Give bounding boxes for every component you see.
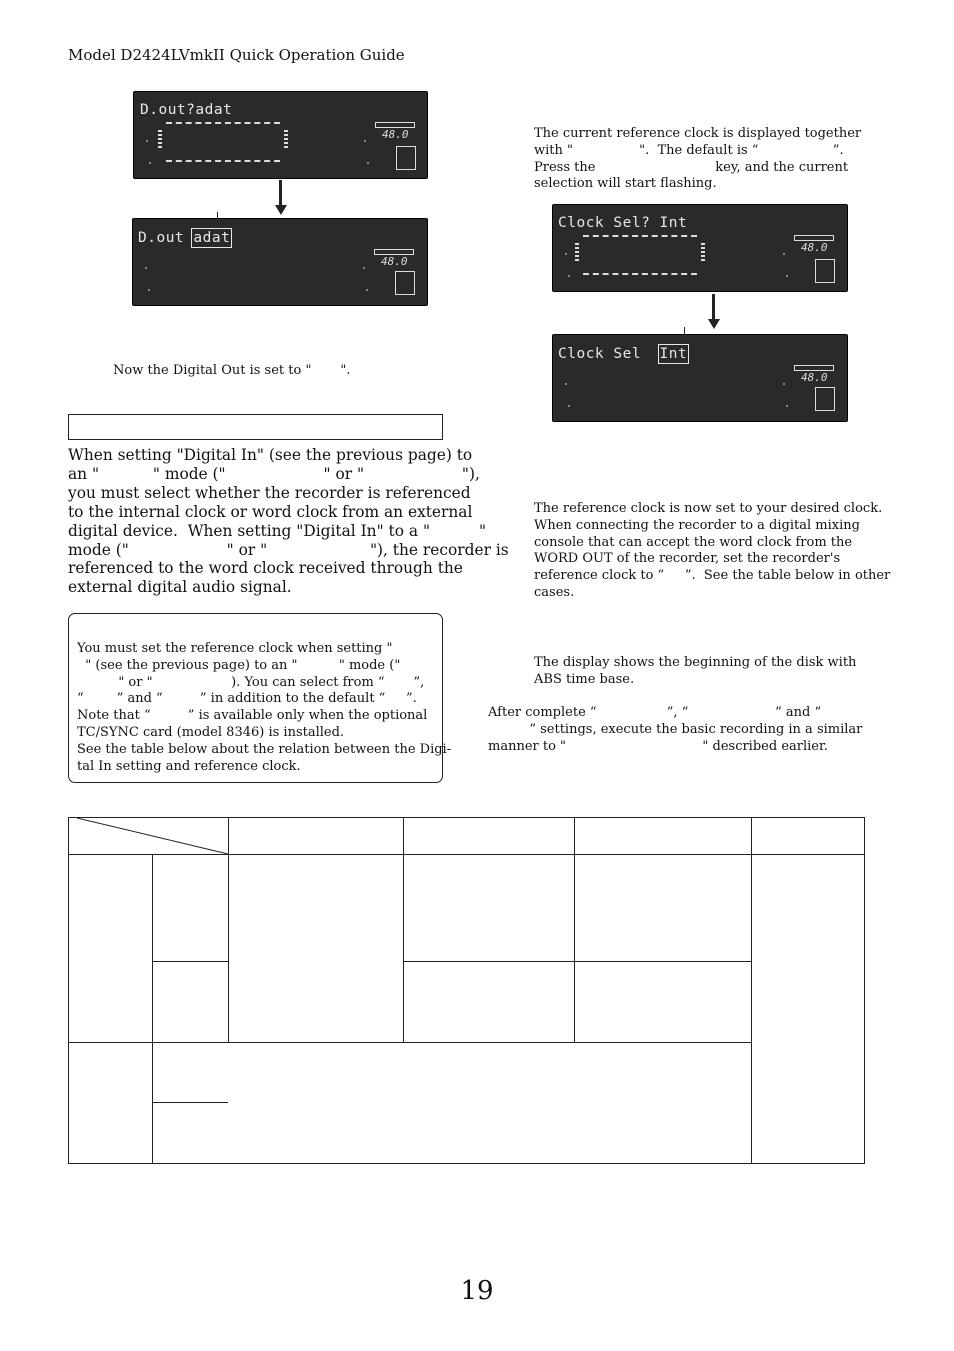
lcd-text: Clock Sel? Int: [558, 215, 688, 231]
note-line: tal In setting and reference clock.: [77, 758, 301, 774]
after-settings-text: [488, 705, 864, 755]
note-line: See the table below about the relation between the Digi-: [77, 741, 452, 757]
note-line: Note that “ ” is available only when the optional: [77, 708, 428, 724]
lcd-selected-value: adat: [193, 230, 231, 246]
note-text: [77, 641, 452, 775]
text-line: digital device. When setting "Digital In" to a " ": [68, 521, 487, 540]
section-title-bar: [68, 414, 443, 440]
dot: [364, 140, 366, 142]
meter-value: 48.0: [381, 255, 408, 268]
lcd-clock-set: [552, 334, 848, 422]
dot: [783, 383, 785, 385]
table-rule: [574, 818, 575, 1042]
arrow-down-icon: [279, 180, 282, 206]
lcd-text: [558, 346, 687, 362]
lcd-prefix: Clock Sel: [558, 346, 660, 362]
text-line: selection will start flashing.: [534, 176, 717, 192]
clock-intro-text: [534, 126, 864, 193]
text-line: mode (" " or " "), the recorder is: [68, 540, 509, 559]
dot: [367, 162, 369, 164]
note-line: You must set the reference clock when setting ": [77, 641, 393, 656]
text-line: manner to " " described earlier.: [488, 738, 828, 754]
dot: [148, 289, 150, 291]
page-header: Model D2424LVmkII Quick Operation Guide: [68, 46, 405, 64]
text-line: ABS time base.: [534, 671, 635, 687]
dot: [568, 275, 570, 277]
diagonal-header-rule: [69, 818, 229, 855]
note-line: “ ” and “ ” in addition to the default “ ”.: [77, 691, 417, 707]
dot: [568, 405, 570, 407]
meter-value: 48.0: [801, 241, 828, 254]
lcd-selected-value: Int: [659, 346, 688, 362]
text-line: When setting "Digital In" (see the previous page) to: [68, 446, 473, 464]
note-line: TC/SYNC card (model 8346) is installed.: [77, 724, 345, 740]
text-line: referenced to the word clock received through the: [68, 559, 463, 578]
page-number: 19: [460, 1276, 494, 1306]
lcd-dout-select: [133, 91, 428, 179]
table-rule: [152, 961, 228, 962]
text-line: reference clock to “ ”. See the table below in other: [534, 568, 891, 584]
disk-icon: [815, 387, 835, 411]
dot: [565, 383, 567, 385]
digital-in-clock-table: [68, 817, 865, 1164]
note-box: [68, 613, 452, 783]
lcd-text: [138, 230, 230, 246]
level-ticks: [701, 243, 705, 263]
dot: [366, 289, 368, 291]
text-line: The reference clock is now set to your desired clock.: [534, 501, 883, 516]
level-ticks: [575, 243, 579, 263]
text-line: Press the key, and the current: [534, 159, 849, 175]
lcd-text: D.out?adat: [140, 102, 233, 118]
arrow-down-icon: [712, 294, 715, 320]
dot: [363, 267, 365, 269]
table-rule: [403, 818, 404, 1042]
display-text: [534, 655, 864, 689]
note-line: " (see the previous page) to an " " mode (": [77, 657, 401, 673]
reference-clock-paragraph: [68, 446, 509, 597]
text-line: ” settings, execute the basic recording in a similar: [488, 721, 863, 737]
text-line: cases.: [534, 584, 575, 600]
dot: [565, 253, 567, 255]
meter-value: 48.0: [382, 128, 409, 141]
dot: [786, 275, 788, 277]
disk-icon: [395, 271, 415, 295]
text-line: an " " mode (" " or " "),: [68, 464, 480, 483]
text-line: console that can accept the word clock from the: [534, 534, 853, 550]
level-ticks: [158, 130, 162, 150]
arrow-head-icon: [275, 205, 287, 215]
disk-icon: [815, 259, 835, 283]
text-line: you must select whether the recorder is referenced: [68, 483, 471, 502]
meter-value: 48.0: [801, 371, 828, 384]
text-line: WORD OUT of the recorder, set the recorder's: [534, 551, 841, 567]
lcd-clock-select: [552, 204, 848, 292]
flash-frame: [583, 235, 697, 275]
table-rule: [152, 1102, 228, 1103]
dot: [145, 267, 147, 269]
table-rule: [69, 1042, 751, 1043]
table-rule: [152, 854, 153, 1163]
dot: [146, 140, 148, 142]
text-line: with " ". The default is “ ”.: [534, 142, 844, 158]
disk-icon: [396, 146, 416, 170]
level-ticks: [284, 130, 288, 150]
table-rule: [403, 961, 751, 962]
lcd-dout-set: [132, 218, 428, 306]
lcd-prefix: D.out: [138, 230, 194, 246]
flash-frame: [166, 122, 280, 162]
clock-set-text: [534, 501, 891, 602]
dot: [149, 162, 151, 164]
dot: [783, 253, 785, 255]
dout-caption: Now the Digital Out is set to " ".: [113, 363, 351, 378]
text-line: When connecting the recorder to a digital mixing: [534, 517, 860, 533]
text-line: After complete “ ”, “ ” and “: [488, 705, 822, 720]
text-line: The display shows the beginning of the disk with: [534, 655, 857, 670]
text-line: to the internal clock or word clock from an external: [68, 502, 473, 521]
table-rule: [751, 818, 752, 1163]
text-line: external digital audio signal.: [68, 578, 292, 597]
arrow-head-icon: [708, 319, 720, 329]
note-line: " or " ). You can select from “ ”,: [77, 674, 425, 690]
text-line: The current reference clock is displayed together: [534, 126, 862, 141]
dot: [786, 405, 788, 407]
